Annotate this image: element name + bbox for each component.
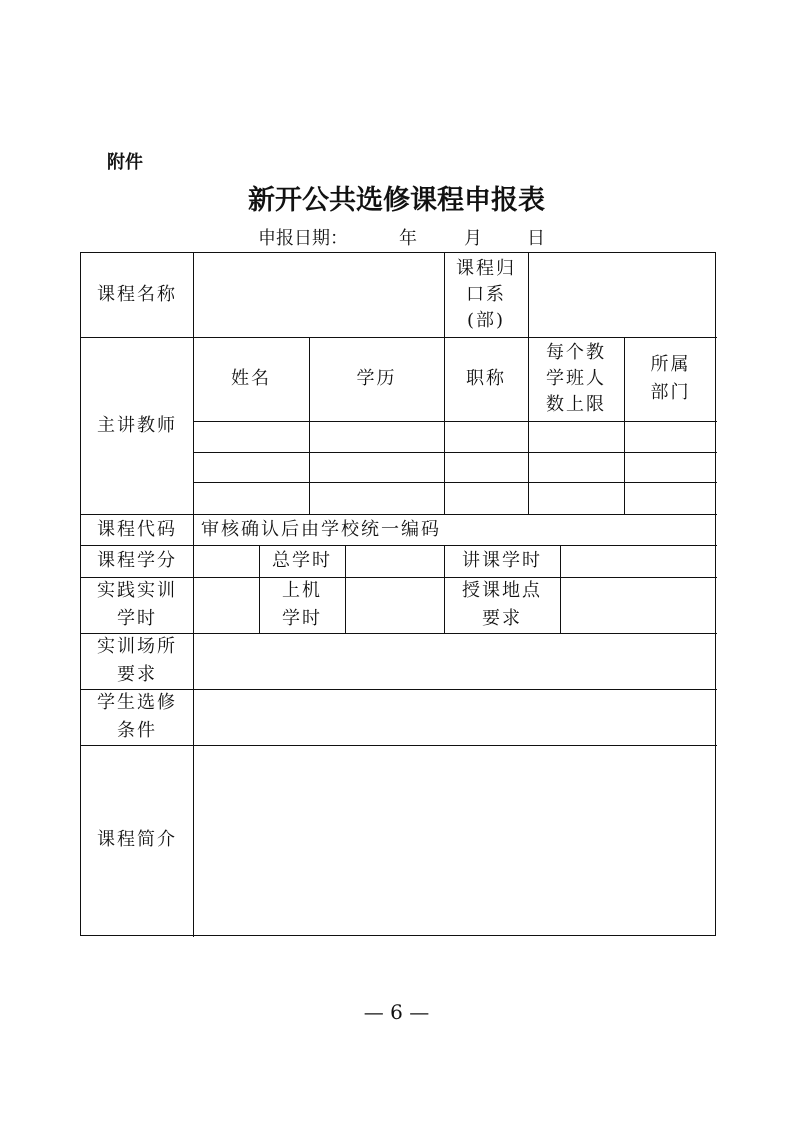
course-code-value: 审核确认后由学校统一编码 — [201, 518, 441, 540]
teacher-title-header: 职称 — [466, 368, 506, 389]
teacher-education-header: 学历 — [356, 368, 397, 389]
training-site-label: 实训场所 要求 — [97, 636, 177, 685]
course-intro-field[interactable] — [194, 745, 717, 935]
application-form-table — [80, 252, 716, 936]
teaching-location-field[interactable] — [561, 577, 717, 633]
total-hours-field[interactable] — [346, 545, 444, 577]
lead-teacher-label: 主讲教师 — [97, 414, 177, 436]
date-month-label: 月 — [464, 228, 482, 249]
date-year-label: 年 — [399, 228, 417, 249]
lecture-hours-label: 讲课学时 — [462, 550, 542, 571]
page-title: 新开公共选修课程申报表 — [248, 185, 545, 216]
training-site-field[interactable] — [194, 633, 717, 689]
date-day-label: 日 — [527, 228, 545, 249]
class-size-limit-header: 每个教 学班人 数上限 — [546, 342, 606, 415]
practice-hours-field[interactable] — [194, 577, 259, 633]
course-intro-label: 课程简介 — [97, 829, 177, 850]
prerequisites-label: 学生选修 条件 — [97, 692, 177, 741]
total-hours-label: 总学时 — [272, 550, 332, 571]
date-label: 申报日期： — [258, 228, 348, 249]
teacher-name-header: 姓名 — [231, 368, 271, 389]
course-name-label: 课程名称 — [97, 284, 177, 305]
course-department-field[interactable] — [529, 253, 717, 337]
page-number: — 6 — — [363, 1000, 430, 1024]
computer-hours-label: 上机 学时 — [282, 580, 322, 629]
course-credit-field[interactable] — [194, 545, 259, 577]
course-department-label: 课程归 口系 (部) — [456, 258, 516, 331]
course-name-field[interactable] — [194, 253, 444, 337]
prerequisites-field[interactable] — [194, 689, 717, 745]
teacher-department-header: 所属 部门 — [650, 354, 691, 403]
lecture-hours-field[interactable] — [561, 545, 717, 577]
course-code-label: 课程代码 — [97, 518, 177, 540]
practice-hours-label: 实践实训 学时 — [97, 580, 177, 629]
course-credit-label: 课程学分 — [97, 550, 177, 571]
computer-hours-field[interactable] — [346, 577, 444, 633]
attachment-label: 附件 — [107, 152, 143, 173]
teaching-location-label: 授课地点 要求 — [462, 580, 542, 629]
